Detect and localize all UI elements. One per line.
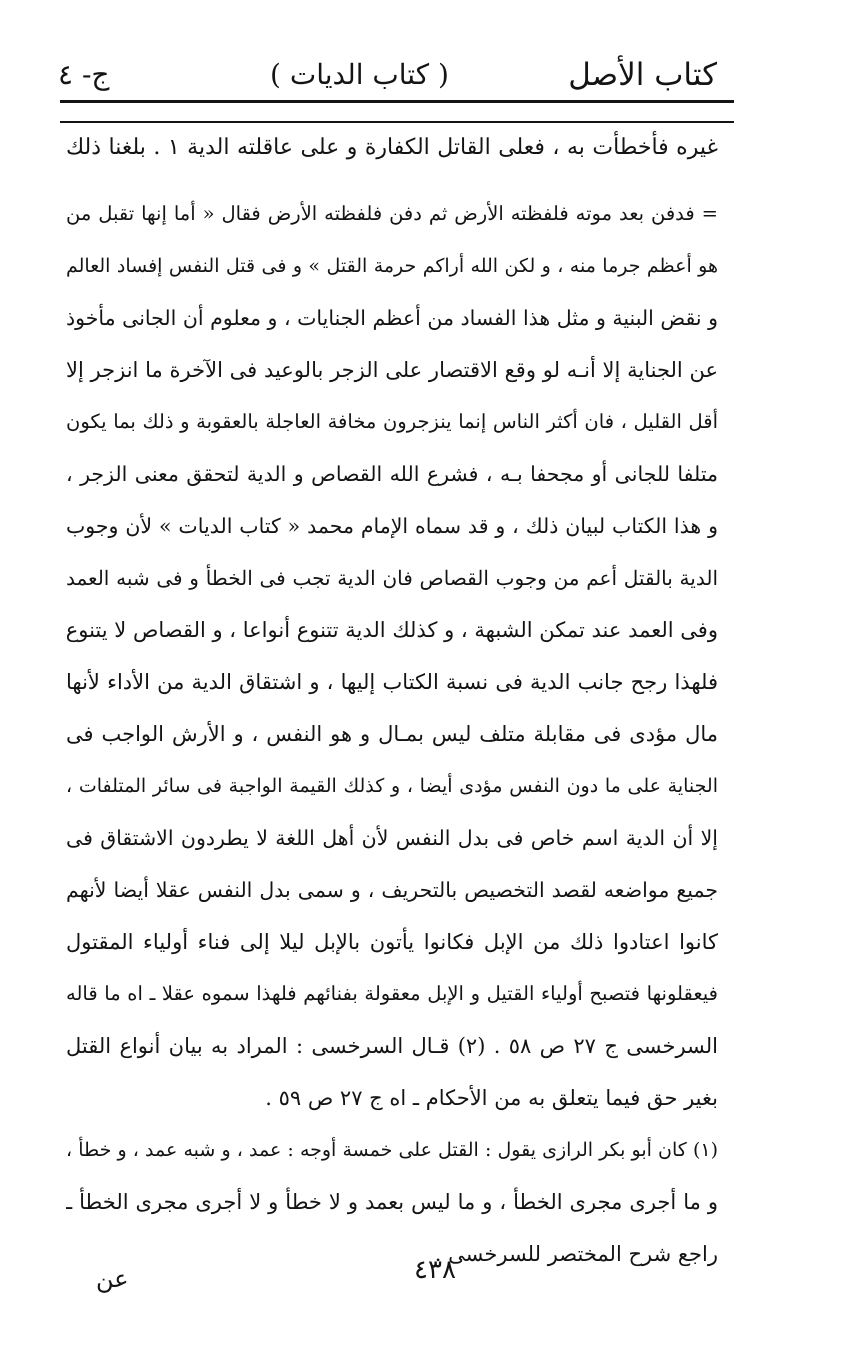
footnote-line: أقل القليل ، فان أكثر الناس إنما ينزجرون مخافة العاجلة بالعقوبة و ذلك بما يكون	[66, 410, 718, 433]
footnote-line: إلا أن الدية اسم خاص فى بدل النفس لأن أهل اللغة لا يطردون الاشتقاق فى	[66, 826, 718, 850]
chapter-title: ( كتاب الديات )	[270, 58, 449, 91]
footnote-line: و نقض البنية و مثل هذا الفساد من أعظم الجنايات ، و معلوم أن الجانى مأخوذ	[66, 306, 718, 330]
footnote-line: مال مؤدى فى مقابلة متلف ليس بمـال و هو النفس ، و الأرش الواجب فى	[66, 722, 718, 746]
footnote-line: الدية بالقتل أعم من وجوب القصاص فان الدية تجب فى الخطأ و فى شبه العمد	[66, 566, 718, 590]
book-title: كتاب الأصل	[568, 57, 717, 93]
footnote-line: السرخسى ج ٢٧ ص ٥٨ . (٢) قـال السرخسى : المراد به بيان أنواع القتل	[66, 1034, 718, 1058]
footnote-line: الجناية على ما دون النفس مؤدى أيضا ، و كذلك القيمة الواجبة فى سائر المتلفات ،	[66, 775, 718, 797]
main-text-line: غيره فأخطأت به ، فعلى القاتل الكفارة و على عاقلته الدية ١ . بلغنا ذلك	[66, 135, 718, 160]
footnote-line: (١) كان أبو بكر الرازى يقول : القتل على خمسة أوجه : عمد ، و شبه عمد ، و خطأ ،	[66, 1139, 718, 1161]
header-rule	[60, 100, 734, 103]
footnote-line: متلفا للجانى أو مجحفا بـه ، فشرع الله القصاص و الدية لتحقق معنى الزجر ،	[66, 462, 718, 486]
footnote-line: بغير حق فيما يتعلق به من الأحكام ـ اه ج ٢٧ ص ٥٩ .	[265, 1086, 718, 1110]
footnote-line: و ما أجرى مجرى الخطأ ، و ما ليس بعمد و لا خطأ و لا أجرى مجرى الخطأ ـ	[66, 1190, 718, 1214]
footnote-line: و هذا الكتاب لبيان ذلك ، و قد سماه الإمام محمد « كتاب الديات » لأن وجوب	[66, 514, 718, 538]
footnote-line: فلهذا رجح جانب الدية فى نسبة الكتاب إليها ، و اشتقاق الدية من الأداء لأنها	[66, 670, 718, 694]
footnote-line: كانوا اعتادوا ذلك من الإبل فكانوا يأتون بالإبل ليلا إلى فناء أولياء المقتول	[66, 930, 718, 954]
volume-label: ج- ٤	[58, 58, 110, 91]
footnote-line: فيعقلونها فتصبح أولياء القتيل و الإبل معقولة بفنائهم فلهذا سموه عقلا ـ اه ما قاله	[66, 982, 718, 1005]
catchword: عن	[96, 1265, 129, 1293]
footnote-line: هو أعظم جرما منه ، و لكن الله أراكم حرمة القتل » و فى قتل النفس إفساد العالم	[66, 255, 718, 277]
page-number: ٤٣٨	[414, 1255, 456, 1285]
footnote-line: = فدفن بعد موته فلفظته الأرض ثم دفن فلفظته الأرض فقال « أما إنها تقبل من	[66, 202, 718, 225]
footnote-line: وفى العمد عند تمكن الشبهة ، و كذلك الدية تتنوع أنواعا ، و القصاص لا يتنوع	[66, 618, 718, 642]
footnote-line: عن الجناية إلا أنـه لو وقع الاقتصار على الزجر بالوعيد فى الآخرة ما انزجر إلا	[66, 358, 718, 382]
footnote-line: جميع مواضعه لقصد التخصيص بالتحريف ، و سمى بدل النفس عقلا أيضا لأنهم	[66, 878, 718, 902]
footnote-line: راجع شرح المختصر للسرخسى .	[434, 1242, 718, 1266]
